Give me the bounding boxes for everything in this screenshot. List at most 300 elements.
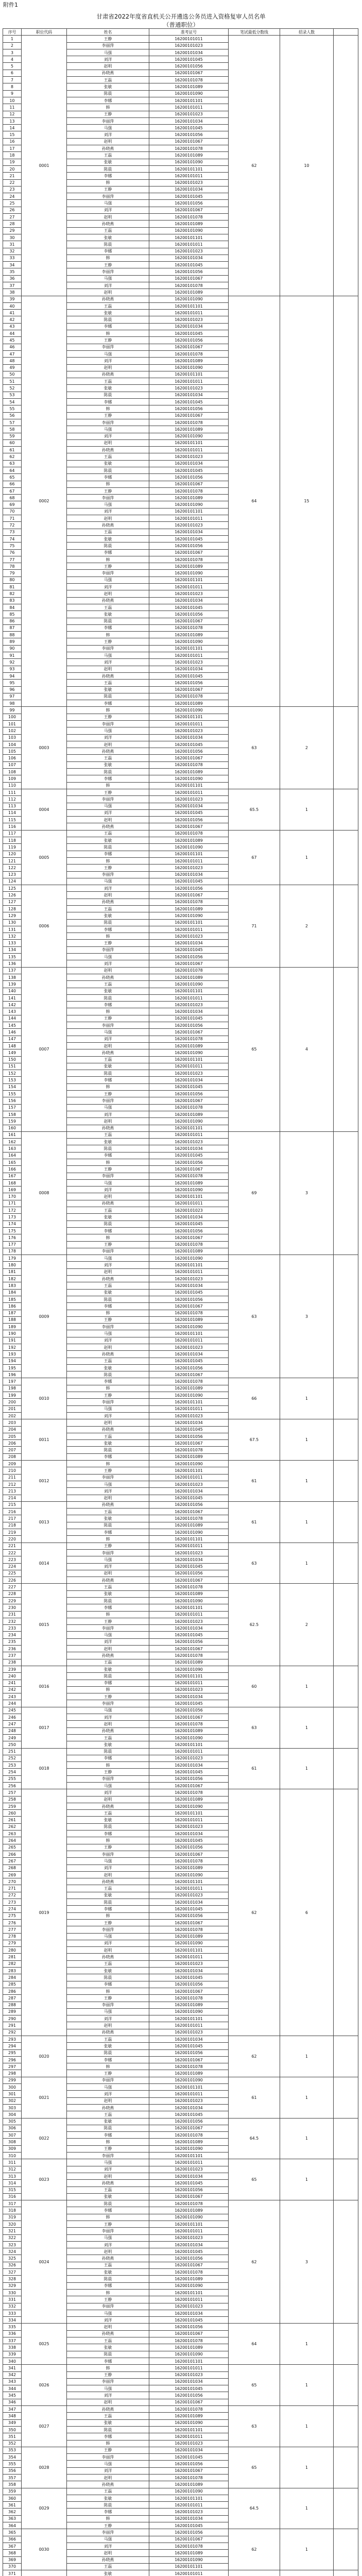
cell-seq: 173 — [3, 1214, 22, 1221]
cell-seq: 288 — [3, 2002, 22, 2008]
cell-min-score: 69 — [229, 1131, 280, 1255]
cell-name: 孙晓燕 — [67, 1426, 149, 1433]
cell-exam-id: 16200101011 — [149, 1200, 229, 1207]
table-row — [3, 1748, 358, 1755]
cell-name: 赵明 — [67, 2173, 149, 2179]
cell-exam-id: 16200101078 — [149, 350, 229, 357]
cell-name: 刘洋 — [67, 1789, 149, 1796]
cell-name: 李娜 — [67, 1755, 149, 1761]
cell-seq: 230 — [3, 1604, 22, 1611]
cell-name: 王磊 — [67, 1207, 149, 1214]
cell-exam-id: 16200101034 — [149, 940, 229, 946]
cell-name: 韩 — [67, 707, 149, 714]
cell-seq: 283 — [3, 1968, 22, 1974]
cell-name: 马强 — [67, 2461, 149, 2467]
cell-exam-id: 16200101101 — [149, 714, 229, 720]
cell-min-score: 63 — [229, 1255, 280, 1378]
cell-position-code: 0027 — [22, 2406, 67, 2447]
cell-seq: 344 — [3, 2385, 22, 2392]
cell-name: 陈晨 — [67, 2049, 149, 2056]
cell-name: 赵明 — [67, 1570, 149, 1577]
cell-seq: 241 — [3, 1680, 22, 1686]
cell-seq: 322 — [3, 2234, 22, 2241]
cell-exam-id: 16200101056 — [149, 337, 229, 344]
cell-exam-id: 16200101023 — [149, 1207, 229, 1214]
cell-seq: 148 — [3, 1042, 22, 1049]
cell-min-score: 62 — [229, 2036, 280, 2077]
cell-name: 李丽萍 — [67, 1474, 149, 1481]
cell-quota: 1 — [280, 2365, 334, 2406]
cell-seq: 253 — [3, 1762, 22, 1769]
cell-seq: 149 — [3, 1049, 22, 1056]
cell-exam-id: 16200101078 — [149, 2543, 229, 2549]
cell-seq: 27 — [3, 214, 22, 221]
cell-name: 刘洋 — [67, 1940, 149, 1946]
cell-name: 李娜 — [67, 2132, 149, 2139]
table-row — [3, 1378, 358, 1385]
cell-seq: 347 — [3, 2406, 22, 2413]
cell-exam-id: 16200101011 — [149, 2502, 229, 2509]
cell-seq: 48 — [3, 358, 22, 364]
cell-seq: 78 — [3, 563, 22, 570]
table-row — [3, 2200, 358, 2207]
cell-min-score: 61 — [229, 1748, 280, 1789]
cell-seq: 46 — [3, 344, 22, 350]
cell-name: 马强 — [67, 803, 149, 809]
cell-seq: 292 — [3, 2029, 22, 2036]
cell-quota: 2 — [280, 707, 334, 789]
cell-min-score: 65 — [229, 2447, 280, 2488]
cell-seq: 18 — [3, 152, 22, 159]
cell-seq: 84 — [3, 604, 22, 611]
cell-quota: 4 — [280, 967, 334, 1131]
cell-blank — [334, 1419, 358, 1461]
table-row — [3, 1707, 358, 1714]
cell-name: 陈晨 — [67, 392, 149, 398]
cell-name: 王磊 — [67, 1433, 149, 1439]
cell-exam-id: 16200101090 — [149, 1734, 229, 1741]
cell-exam-id: 16200101045 — [149, 1015, 229, 1022]
cell-exam-id: 16200101101 — [149, 165, 229, 172]
cell-seq: 301 — [3, 2091, 22, 2097]
cell-name: 马强 — [67, 1556, 149, 1563]
cell-exam-id: 16200101090 — [149, 1392, 229, 1399]
cell-min-score: 62 — [229, 1789, 280, 2036]
cell-exam-id: 16200101023 — [149, 2097, 229, 2104]
cell-exam-id: 16200101078 — [149, 899, 229, 905]
cell-min-score: 62 — [229, 2529, 280, 2570]
cell-seq: 82 — [3, 590, 22, 597]
cell-seq: 216 — [3, 1509, 22, 1515]
cell-seq: 324 — [3, 2248, 22, 2255]
cell-name: 陈晨 — [67, 2125, 149, 2131]
table-row — [3, 1501, 358, 1508]
cell-exam-id: 16200101101 — [149, 2015, 229, 2022]
cell-seq: 261 — [3, 1817, 22, 1823]
cell-exam-id: 16200101101 — [149, 577, 229, 583]
cell-seq: 5 — [3, 63, 22, 70]
cell-name: 孙晓燕 — [67, 2255, 149, 2262]
cell-seq: 16 — [3, 138, 22, 145]
cell-exam-id: 16200101090 — [149, 2419, 229, 2426]
cell-exam-id: 16200101078 — [149, 1652, 229, 1659]
cell-seq: 196 — [3, 1371, 22, 1378]
cell-min-score: 65 — [229, 967, 280, 1131]
cell-exam-id: 16200101090 — [149, 1118, 229, 1125]
cell-name: 李丽萍 — [67, 1022, 149, 1029]
cell-seq: 132 — [3, 933, 22, 940]
cell-exam-id: 16200101045 — [149, 262, 229, 268]
cell-name: 张敏 — [67, 1817, 149, 1823]
cell-exam-id: 16200101056 — [149, 131, 229, 138]
cell-exam-id: 16200101011 — [149, 994, 229, 1001]
cell-seq: 126 — [3, 892, 22, 899]
cell-exam-id: 16200101078 — [149, 1721, 229, 1727]
cell-min-score: 60 — [229, 1666, 280, 1707]
cell-exam-id: 16200101034 — [149, 1831, 229, 1837]
cell-name: 韩 — [67, 2214, 149, 2221]
cell-blank — [334, 885, 358, 968]
cell-seq: 237 — [3, 1652, 22, 1659]
cell-seq: 13 — [3, 117, 22, 124]
cell-seq: 360 — [3, 2495, 22, 2501]
cell-name: 张敏 — [67, 83, 149, 90]
cell-exam-id: 16200101101 — [149, 2221, 229, 2228]
cell-name: 张敏 — [67, 1590, 149, 1597]
cell-exam-id: 16200101089 — [149, 83, 229, 90]
cell-seq: 321 — [3, 2228, 22, 2234]
cell-seq: 260 — [3, 1810, 22, 1817]
cell-seq: 233 — [3, 1625, 22, 1632]
cell-name: 张敏 — [67, 1968, 149, 1974]
cell-exam-id: 16200101034 — [149, 460, 229, 467]
cell-seq: 219 — [3, 1529, 22, 1536]
cell-seq: 121 — [3, 857, 22, 864]
cell-exam-id: 16200101078 — [149, 1584, 229, 1590]
cell-exam-id: 16200101101 — [149, 1399, 229, 1405]
cell-exam-id: 16200101023 — [149, 2234, 229, 2241]
cell-exam-id: 16200101011 — [149, 1748, 229, 1755]
cell-seq: 101 — [3, 720, 22, 727]
cell-seq: 302 — [3, 2097, 22, 2104]
cell-exam-id: 16200101011 — [149, 515, 229, 522]
cell-exam-id: 16200101090 — [149, 1187, 229, 1193]
cell-exam-id: 16200101101 — [149, 1741, 229, 1748]
cell-name: 王静 — [67, 36, 149, 42]
cell-min-score: 64.5 — [229, 2488, 280, 2529]
cell-name: 孙晓燕 — [67, 2481, 149, 2488]
cell-exam-id: 16200101090 — [149, 2351, 229, 2358]
cell-exam-id: 16200101056 — [149, 2187, 229, 2193]
cell-seq: 28 — [3, 221, 22, 227]
cell-name: 赵明 — [67, 666, 149, 672]
cell-exam-id: 16200101067 — [149, 823, 229, 830]
cell-blank — [334, 1748, 358, 1789]
cell-quota: 10 — [280, 36, 334, 296]
cell-seq: 240 — [3, 1673, 22, 1680]
cell-exam-id: 16200101089 — [149, 2550, 229, 2556]
cell-exam-id: 16200101023 — [149, 111, 229, 117]
cell-seq: 234 — [3, 1632, 22, 1638]
header-quota: 招录人数 — [280, 29, 334, 36]
cell-exam-id: 16200101089 — [149, 1522, 229, 1529]
cell-seq: 77 — [3, 556, 22, 563]
cell-name: 韩 — [67, 857, 149, 864]
cell-name: 李丽萍 — [67, 2303, 149, 2310]
cell-seq: 155 — [3, 1091, 22, 1097]
cell-exam-id: 16200101078 — [149, 2132, 229, 2139]
cell-name: 赵明 — [67, 1796, 149, 1803]
cell-exam-id: 16200101034 — [149, 1488, 229, 1495]
cell-exam-id: 16200101101 — [149, 508, 229, 515]
cell-exam-id: 16200101078 — [149, 214, 229, 221]
cell-seq: 214 — [3, 1495, 22, 1501]
cell-quota: 1 — [280, 2488, 334, 2529]
cell-exam-id: 16200101011 — [149, 584, 229, 590]
cell-seq: 235 — [3, 1638, 22, 1645]
cell-exam-id: 16200101056 — [149, 2461, 229, 2467]
cell-exam-id: 16200101090 — [149, 1255, 229, 1262]
cell-exam-id: 16200101090 — [149, 433, 229, 439]
cell-exam-id: 16200101089 — [149, 769, 229, 775]
cell-name: 李娜 — [67, 2056, 149, 2063]
cell-seq: 363 — [3, 2515, 22, 2522]
table-row — [3, 2324, 358, 2330]
cell-seq: 352 — [3, 2440, 22, 2447]
cell-min-score: 62 — [229, 36, 280, 296]
cell-seq: 210 — [3, 1467, 22, 1474]
cell-exam-id: 16200101067 — [149, 1509, 229, 1515]
cell-exam-id: 16200101090 — [149, 2008, 229, 2015]
cell-min-score: 66 — [229, 1378, 280, 1419]
cell-name: 李丽萍 — [67, 570, 149, 577]
cell-name: 韩 — [67, 2440, 149, 2447]
cell-name: 张敏 — [67, 2419, 149, 2426]
cell-name: 李娜 — [67, 1152, 149, 1159]
cell-exam-id: 16200101056 — [149, 1501, 229, 1508]
cell-exam-id: 16200101011 — [149, 1543, 229, 1549]
cell-exam-id: 16200101034 — [149, 2241, 229, 2248]
cell-name: 李娜 — [67, 926, 149, 933]
cell-name: 陈晨 — [67, 2351, 149, 2358]
cell-name: 陈晨 — [67, 769, 149, 775]
cell-seq: 343 — [3, 2378, 22, 2385]
cell-name: 陈晨 — [67, 1070, 149, 1077]
cell-name: 张敏 — [67, 2193, 149, 2200]
cell-name: 刘洋 — [67, 1714, 149, 1721]
cell-blank — [334, 1707, 358, 1748]
cell-quota: 1 — [280, 830, 334, 885]
cell-exam-id: 16200101090 — [149, 2214, 229, 2221]
cell-seq: 176 — [3, 1234, 22, 1241]
cell-seq: 351 — [3, 2433, 22, 2440]
cell-seq: 228 — [3, 1590, 22, 1597]
cell-name: 李娜 — [67, 1981, 149, 1988]
cell-blank — [334, 2529, 358, 2570]
cell-seq: 116 — [3, 823, 22, 830]
cell-name: 张敏 — [67, 1364, 149, 1371]
cell-position-code: 0010 — [22, 1378, 67, 1419]
cell-exam-id: 16200101011 — [149, 310, 229, 316]
cell-position-code: 0017 — [22, 1707, 67, 1748]
cell-seq: 315 — [3, 2187, 22, 2193]
cell-seq: 86 — [3, 618, 22, 624]
cell-name: 王磊 — [67, 755, 149, 761]
cell-exam-id: 16200101034 — [149, 803, 229, 809]
cell-exam-id: 16200101023 — [149, 1755, 229, 1761]
cell-name: 赵明 — [67, 138, 149, 145]
cell-exam-id: 16200101090 — [149, 1049, 229, 1056]
cell-seq: 11 — [3, 104, 22, 111]
cell-name: 刘洋 — [67, 2241, 149, 2248]
cell-name: 韩 — [67, 2515, 149, 2522]
cell-name: 李丽萍 — [67, 2228, 149, 2234]
cell-name: 马强 — [67, 577, 149, 583]
table-row — [3, 2406, 358, 2413]
cell-name: 李丽萍 — [67, 1399, 149, 1405]
cell-exam-id: 16200101023 — [149, 179, 229, 186]
cell-seq: 358 — [3, 2481, 22, 2488]
cell-exam-id: 16200101090 — [149, 501, 229, 508]
cell-min-score: 61 — [229, 2077, 280, 2118]
cell-exam-id: 16200101067 — [149, 1714, 229, 1721]
cell-exam-id: 16200101045 — [149, 467, 229, 474]
cell-min-score: 63 — [229, 2406, 280, 2447]
cell-name: 韩 — [67, 481, 149, 487]
cell-exam-id: 16200101078 — [149, 2406, 229, 2413]
cell-seq: 65 — [3, 474, 22, 481]
cell-name: 王静 — [67, 487, 149, 494]
cell-quota: 6 — [280, 1789, 334, 2036]
cell-name: 张敏 — [67, 2269, 149, 2276]
cell-seq: 137 — [3, 967, 22, 974]
cell-quota: 1 — [280, 2118, 334, 2159]
cell-exam-id: 16200101023 — [149, 865, 229, 871]
cell-seq: 98 — [3, 700, 22, 707]
cell-quota: 1 — [280, 2159, 334, 2200]
cell-name: 韩 — [67, 1536, 149, 1543]
cell-position-code: 0022 — [22, 2118, 67, 2159]
cell-exam-id: 16200101089 — [149, 1590, 229, 1597]
cell-seq: 187 — [3, 1310, 22, 1316]
cell-seq: 40 — [3, 302, 22, 309]
cell-seq: 43 — [3, 323, 22, 330]
cell-seq: 136 — [3, 960, 22, 967]
cell-exam-id: 16200101034 — [149, 186, 229, 193]
cell-exam-id: 16200101034 — [149, 1077, 229, 1083]
cell-position-code: 0003 — [22, 707, 67, 789]
cell-exam-id: 16200101045 — [149, 1152, 229, 1159]
cell-name: 赵明 — [67, 439, 149, 446]
cell-exam-id: 16200101067 — [149, 481, 229, 487]
cell-exam-id: 16200101045 — [149, 1632, 229, 1638]
cell-seq: 355 — [3, 2461, 22, 2467]
cell-name: 王磊 — [67, 1509, 149, 1515]
cell-exam-id: 16200101011 — [149, 1063, 229, 1070]
cell-seq: 336 — [3, 2330, 22, 2337]
cell-exam-id: 16200101023 — [149, 659, 229, 666]
cell-position-code: 0005 — [22, 830, 67, 885]
cell-exam-id: 16200101101 — [149, 1330, 229, 1337]
cell-name: 马强 — [67, 1179, 149, 1186]
cell-name: 李丽萍 — [67, 1324, 149, 1330]
cell-seq: 289 — [3, 2008, 22, 2015]
cell-name: 李娜 — [67, 1303, 149, 1310]
cell-seq: 80 — [3, 577, 22, 583]
cell-exam-id: 16200101045 — [149, 1563, 229, 1570]
cell-exam-id: 16200101090 — [149, 1529, 229, 1536]
cell-name: 陈晨 — [67, 90, 149, 97]
cell-name: 刘洋 — [67, 1036, 149, 1042]
cell-name: 赵明 — [67, 1268, 149, 1275]
cell-seq: 318 — [3, 2207, 22, 2214]
cell-exam-id: 16200101078 — [149, 2200, 229, 2207]
cell-exam-id: 16200101078 — [149, 2063, 229, 2070]
cell-exam-id: 16200101045 — [149, 193, 229, 200]
cell-quota: 15 — [280, 296, 334, 707]
cell-seq: 332 — [3, 2303, 22, 2310]
cell-seq: 129 — [3, 912, 22, 919]
cell-name: 李娜 — [67, 323, 149, 330]
cell-seq: 90 — [3, 645, 22, 652]
cell-exam-id: 16200101034 — [149, 1351, 229, 1358]
cell-seq: 165 — [3, 1159, 22, 1165]
cell-seq: 143 — [3, 1008, 22, 1015]
cell-exam-id: 16200101067 — [149, 70, 229, 76]
cell-seq: 103 — [3, 734, 22, 741]
cell-name: 赵明 — [67, 1947, 149, 1954]
cell-seq: 66 — [3, 481, 22, 487]
cell-exam-id: 16200101067 — [149, 2536, 229, 2543]
cell-position-code: 0015 — [22, 1584, 67, 1666]
cell-exam-id: 16200101056 — [149, 200, 229, 207]
cell-exam-id: 16200101101 — [149, 1673, 229, 1680]
cell-name: 李丽萍 — [67, 871, 149, 878]
cell-name: 赵明 — [67, 1118, 149, 1125]
cell-exam-id: 16200101056 — [149, 1707, 229, 1714]
cell-exam-id: 16200101034 — [149, 1762, 229, 1769]
cell-exam-id: 16200101089 — [149, 358, 229, 364]
cell-seq: 247 — [3, 1721, 22, 1727]
cell-exam-id: 16200101056 — [149, 611, 229, 618]
cell-exam-id: 16200101090 — [149, 1324, 229, 1330]
cell-name: 王磊 — [67, 302, 149, 309]
cell-name: 赵明 — [67, 2324, 149, 2330]
cell-seq: 15 — [3, 131, 22, 138]
cell-exam-id: 16200101090 — [149, 707, 229, 714]
cell-seq: 85 — [3, 611, 22, 618]
cell-exam-id: 16200101023 — [149, 1070, 229, 1077]
cell-exam-id: 16200101023 — [149, 316, 229, 323]
cell-seq: 349 — [3, 2419, 22, 2426]
cell-name: 李娜 — [67, 2282, 149, 2289]
cell-name: 王静 — [67, 1919, 149, 1926]
cell-name: 孙晓燕 — [67, 1878, 149, 1885]
cell-seq: 92 — [3, 659, 22, 666]
cell-seq: 365 — [3, 2529, 22, 2536]
cell-name: 刘洋 — [67, 282, 149, 289]
cell-name: 马强 — [67, 878, 149, 885]
cell-seq: 31 — [3, 241, 22, 248]
cell-quota: 1 — [280, 2036, 334, 2077]
cell-seq: 162 — [3, 1139, 22, 1145]
cell-exam-id: 16200101011 — [149, 652, 229, 659]
cell-name: 李娜 — [67, 549, 149, 556]
cell-seq: 348 — [3, 2413, 22, 2419]
cell-exam-id: 16200101011 — [149, 2296, 229, 2303]
cell-seq: 267 — [3, 1858, 22, 1865]
cell-seq: 156 — [3, 1097, 22, 1104]
